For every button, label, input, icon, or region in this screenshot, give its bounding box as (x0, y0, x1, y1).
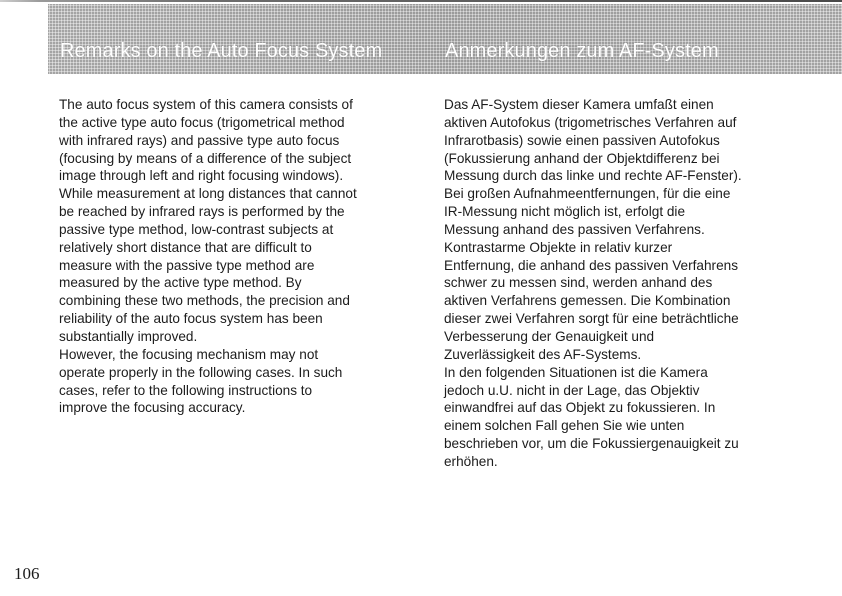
top-rule (0, 0, 842, 2)
section-title-german: Anmerkungen zum AF-System (445, 40, 719, 62)
page-number: 106 (14, 564, 40, 583)
section-header-band (48, 4, 842, 74)
english-paragraph-1: The auto focus system of this camera consists of the active type auto focus (trigometrical method with infrared rays) and passive type auto focus (focusing by means of a difference of the subject image through left and right focusing windows). While measurement at long distances that cannot be reached by infrared rays is performed by the passive type method, low-contrast subjects at relatively short distance that are difficult to measure with the passive type method are measured by the active type method. By combining these two methods, the precision and reliability of the auto focus system has been substantially improved. (59, 97, 357, 344)
english-column (59, 96, 421, 417)
german-paragraph-1: Das AF-System dieser Kamera umfaßt einen aktiven Autofokus (trigometrisches Verfahren auf Infrarotbasis) sowie einen passiven Autofokus (Fokussierung anhand der Objektdifferenz bei Messung durch das linke und rechte AF-Fenster). Bei großen Aufnahmeentfernungen, für die eine IR-Messung nicht möglich ist, erfolgt die Messung anhand des passiven Verfahrens. Kontrastarme Objekte in relativ kurzer Entfernung, die anhand des passiven Verfahrens schwer zu messen sind, werden anhand des aktiven Verfahrens gemessen. Die Kombination dieser zwei Verfahren sorgt für eine beträchtliche Verbesserung der Genauigkeit und Zuverlässigkeit des AF-Systems. (444, 97, 742, 362)
section-title-english: Remarks on the Auto Focus System (60, 40, 383, 62)
english-paragraph-2: However, the focusing mechanism may not operate properly in the following cases. In such cases, refer to the following instructions to improve the focusing accuracy. (59, 346, 343, 416)
german-column (444, 96, 814, 471)
german-paragraph-2: In den folgenden Situationen ist die Kamera jedoch u.U. nicht in der Lage, das Objektiv einwandfrei auf das Objekt zu fokussieren. In einem solchen Fall gehen Sie wie unten beschrieben vor, um die Fokussiergenauigkeit zu erhöhen. (444, 364, 739, 469)
